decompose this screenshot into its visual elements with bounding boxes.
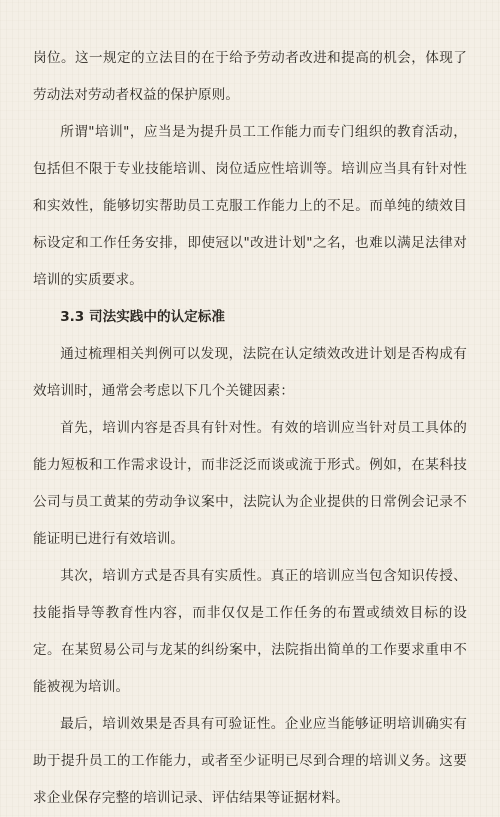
paragraph-second-factor: 其次，培训方式是否具有实质性。真正的培训应当包含知识传授、技能指导等教育性内容，而非仅仅是工作任务的布置或绩效目标的设定。在某贸易公司与龙某的纠纷案中，法院指出简单的工作要求重申不能被视为培训。 bbox=[33, 568, 467, 695]
paragraph-first-factor: 首先，培训内容是否具有针对性。有效的培训应当针对员工具体的能力短板和工作需求设计，而非泛泛而谈或流于形式。例如，在某科技公司与员工黄某的劳动争议案中，法院认为企业提供的日常例会记录不能证明已进行有效培训。 bbox=[33, 420, 467, 547]
paragraph-continuation: 岗位。这一规定的立法目的在于给予劳动者改进和提高的机会，体现了劳动法对劳动者权益的保护原则。 bbox=[33, 50, 467, 103]
paragraph-third-factor: 最后，培训效果是否具有可验证性。企业应当能够证明培训确实有助于提升员工的工作能力，或者至少证明已尽到合理的培训义务。这要求企业保存完整的培训记录、评估结果等证据材料。 bbox=[33, 716, 467, 806]
section-heading: 3.3 司法实践中的认定标准 bbox=[60, 309, 225, 325]
paragraph-training-definition: 所谓"培训"，应当是为提升员工工作能力而专门组织的教育活动，包括但不限于专业技能培训、岗位适应性培训等。培训应当具有针对性和实效性，能够切实帮助员工克服工作能力上的不足。而单纯的绩效目标设定和工作任务安排，即使冠以"改进计划"之名，也难以满足法律对培训的实质要求。 bbox=[33, 124, 467, 288]
paragraph-intro: 通过梳理相关判例可以发现，法院在认定绩效改进计划是否构成有效培训时，通常会考虑以下几个关键因素： bbox=[33, 346, 467, 399]
